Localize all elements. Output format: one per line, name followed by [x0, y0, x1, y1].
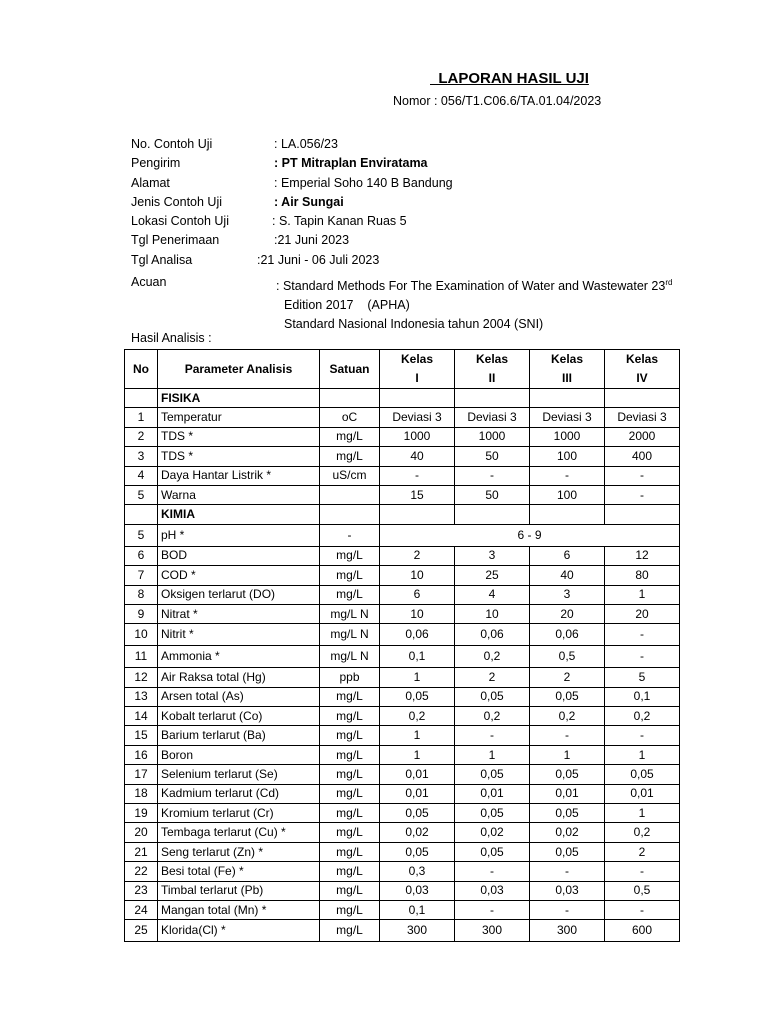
table-cell: 5 — [605, 668, 680, 687]
cell-empty — [125, 389, 158, 408]
table-cell: Nitrit * — [158, 624, 320, 646]
table-cell: 1 — [455, 745, 530, 764]
info-label: Tgl Analisa — [131, 252, 193, 267]
reference-line-1 — [276, 273, 672, 296]
table-cell: Deviasi 3 — [380, 408, 455, 427]
table-cell: Ammonia * — [158, 646, 320, 668]
table-cell: 2 — [380, 546, 455, 565]
table-cell: 1 — [380, 668, 455, 687]
table-cell: 1 — [380, 745, 455, 764]
table-row — [125, 765, 680, 784]
table-cell: 0,2 — [455, 707, 530, 726]
table-cell: 0,05 — [605, 765, 680, 784]
table-cell: 1 — [380, 726, 455, 745]
table-cell: 0,5 — [605, 881, 680, 900]
table-row — [125, 726, 680, 745]
table-cell: 12 — [125, 668, 158, 687]
table-cell: 24 — [125, 900, 158, 919]
table-cell: 4 — [125, 466, 158, 485]
table-row — [125, 784, 680, 803]
table-cell: - — [380, 466, 455, 485]
table-cell: - — [605, 862, 680, 881]
table-cell: 0,05 — [530, 804, 605, 823]
table-cell: 0,02 — [380, 823, 455, 842]
table-cell: 0,2 — [455, 646, 530, 668]
table-body — [125, 389, 680, 942]
header-kelas-2 — [455, 350, 530, 389]
table-row — [125, 804, 680, 823]
table-cell: 3 — [530, 585, 605, 604]
table-cell: - — [455, 726, 530, 745]
header-kelas-number: III — [561, 371, 572, 385]
table-cell: KIMIA — [158, 505, 320, 524]
table-cell: 1000 — [455, 427, 530, 446]
table-cell: 0,05 — [380, 842, 455, 861]
table-cell: 600 — [605, 920, 680, 942]
section-row-kimia — [125, 505, 680, 524]
table-cell: mg/L N — [320, 624, 380, 646]
table-cell: 5 — [125, 524, 158, 546]
table-row — [125, 687, 680, 706]
table-cell: 0,06 — [530, 624, 605, 646]
table-cell: 1000 — [380, 427, 455, 446]
reference-lines — [276, 273, 672, 334]
table-cell: TDS * — [158, 427, 320, 446]
table-row — [125, 900, 680, 919]
table-cell: 0,1 — [380, 646, 455, 668]
table-cell: 3 — [455, 546, 530, 565]
table-cell: mg/L — [320, 447, 380, 466]
header-kelas-number: IV — [636, 371, 648, 385]
table-cell: - — [605, 485, 680, 504]
table-cell — [455, 505, 530, 524]
info-value: : PT Mitraplan Enviratama — [274, 156, 428, 171]
info-label: Alamat — [131, 175, 170, 190]
table-cell: 0,05 — [380, 687, 455, 706]
table-row — [125, 604, 680, 623]
table-row — [125, 485, 680, 504]
header-kelas-4 — [605, 350, 680, 389]
info-value: : Emperial Soho 140 B Bandung — [274, 175, 453, 190]
reference-line-2: Edition 2017 (APHA) — [284, 298, 410, 313]
table-cell: 25 — [455, 566, 530, 585]
table-cell: 0,05 — [455, 804, 530, 823]
table-cell: 2 — [125, 427, 158, 446]
table-header-row — [125, 350, 680, 389]
table-row — [125, 546, 680, 565]
table-cell: 100 — [530, 485, 605, 504]
table-cell: BOD — [158, 546, 320, 565]
table-cell: Kadmium terlarut (Cd) — [158, 784, 320, 803]
table-cell: 0,05 — [455, 842, 530, 861]
table-cell: Selenium terlarut (Se) — [158, 765, 320, 784]
table-cell: - — [605, 624, 680, 646]
table-cell: mg/L — [320, 765, 380, 784]
table-row — [125, 823, 680, 842]
table-cell: 6 — [125, 546, 158, 565]
table-cell: 0,02 — [455, 823, 530, 842]
table-cell: uS/cm — [320, 466, 380, 485]
table-row — [125, 646, 680, 668]
header-no: No — [125, 350, 158, 389]
table-cell: 10 — [125, 624, 158, 646]
table-row — [125, 668, 680, 687]
table-row — [125, 624, 680, 646]
table-cell: 0,2 — [380, 707, 455, 726]
info-value: :21 Juni - 06 Juli 2023 — [257, 252, 380, 267]
info-label: Pengirim — [131, 156, 181, 171]
table-cell: - — [455, 900, 530, 919]
table-cell: mg/L — [320, 920, 380, 942]
info-value: :21 Juni 2023 — [274, 233, 350, 248]
table-cell: mg/L — [320, 823, 380, 842]
table-cell: Boron — [158, 745, 320, 764]
reference-label: Acuan — [131, 275, 167, 289]
table-cell: 2 — [605, 842, 680, 861]
cell-empty — [530, 389, 605, 408]
table-cell: 13 — [125, 687, 158, 706]
table-cell: TDS * — [158, 447, 320, 466]
table-cell — [530, 505, 605, 524]
table-cell: 20 — [605, 604, 680, 623]
table-cell: 20 — [530, 604, 605, 623]
reference-text: : Standard Methods For The Examination of Water and Wastewater 23 — [276, 279, 666, 294]
table-cell: 15 — [125, 726, 158, 745]
table-cell: mg/L — [320, 862, 380, 881]
table-cell: 1 — [605, 585, 680, 604]
cell-empty — [320, 389, 380, 408]
table-cell: 2 — [530, 668, 605, 687]
table-cell: pH * — [158, 524, 320, 546]
table-cell: Seng terlarut (Zn) * — [158, 842, 320, 861]
table-row — [125, 707, 680, 726]
table-cell: 0,05 — [455, 687, 530, 706]
table-cell: 19 — [125, 804, 158, 823]
table-cell: 0,05 — [455, 765, 530, 784]
table-cell: Barium terlarut (Ba) — [158, 726, 320, 745]
reference-line-3: Standard Nasional Indonesia tahun 2004 (SNI) — [284, 317, 544, 332]
info-label: Lokasi Contoh Uji — [131, 214, 229, 229]
table-cell: 300 — [455, 920, 530, 942]
table-cell: 0,01 — [380, 784, 455, 803]
table-cell: 0,2 — [605, 707, 680, 726]
report-number: Nomor : 056/T1.C06.6/TA.01.04/2023 — [393, 94, 602, 108]
header-kelas-label: Kelas — [400, 352, 434, 366]
table-cell: 0,06 — [380, 624, 455, 646]
table-cell: 15 — [380, 485, 455, 504]
table-cell: 2 — [455, 668, 530, 687]
table-cell: mg/L — [320, 881, 380, 900]
table-cell: - — [605, 466, 680, 485]
table-cell: Kobalt terlarut (Co) — [158, 707, 320, 726]
table-cell — [605, 505, 680, 524]
table-cell: 1 — [125, 408, 158, 427]
table-cell: 6 — [380, 585, 455, 604]
table-cell: oC — [320, 408, 380, 427]
table-cell: mg/L — [320, 566, 380, 585]
table-cell: mg/L — [320, 745, 380, 764]
table-cell: - — [320, 524, 380, 546]
table-cell: ppb — [320, 668, 380, 687]
table-cell: 2000 — [605, 427, 680, 446]
table-cell: - — [455, 862, 530, 881]
table-cell: 0,03 — [380, 881, 455, 900]
table-cell: 6 — [530, 546, 605, 565]
table-cell — [320, 505, 380, 524]
table-cell: Deviasi 3 — [455, 408, 530, 427]
analysis-label: Hasil Analisis : — [131, 331, 212, 345]
table-cell: 50 — [455, 485, 530, 504]
info-value: : S. Tapin Kanan Ruas 5 — [272, 214, 407, 229]
table-cell: Nitrat * — [158, 604, 320, 623]
table-cell: 50 — [455, 447, 530, 466]
table-cell: mg/L N — [320, 604, 380, 623]
table-cell: Deviasi 3 — [530, 408, 605, 427]
table-row — [125, 881, 680, 900]
table-cell: 14 — [125, 707, 158, 726]
header-parameter: Parameter Analisis — [158, 350, 320, 389]
table-cell: 22 — [125, 862, 158, 881]
table-cell: Daya Hantar Listrik * — [158, 466, 320, 485]
table-row — [125, 408, 680, 427]
table-cell: 21 — [125, 842, 158, 861]
cell-empty — [380, 389, 455, 408]
table-cell: 0,06 — [455, 624, 530, 646]
header-kelas-number: I — [415, 371, 419, 385]
table-cell: 17 — [125, 765, 158, 784]
table-cell: - — [605, 646, 680, 668]
table-cell: 6 - 9 — [380, 524, 680, 546]
table-cell: Oksigen terlarut (DO) — [158, 585, 320, 604]
table-row — [125, 466, 680, 485]
header-kelas-3 — [530, 350, 605, 389]
table-cell: 7 — [125, 566, 158, 585]
table-cell: 0,2 — [605, 823, 680, 842]
table-cell: 0,03 — [455, 881, 530, 900]
table-cell: mg/L — [320, 687, 380, 706]
reference-sup: rd — [665, 278, 673, 287]
table-cell: mg/L — [320, 784, 380, 803]
table-cell: 10 — [455, 604, 530, 623]
info-label: Tgl Penerimaan — [131, 233, 220, 248]
table-cell: Besi total (Fe) * — [158, 862, 320, 881]
table-cell: 10 — [380, 604, 455, 623]
cell-empty — [605, 389, 680, 408]
table-cell: Kromium terlarut (Cr) — [158, 804, 320, 823]
table-cell: 18 — [125, 784, 158, 803]
table-cell: Temperatur — [158, 408, 320, 427]
table-cell: 5 — [125, 485, 158, 504]
info-value: : LA.056/23 — [274, 137, 338, 151]
table-cell: 1000 — [530, 427, 605, 446]
table-cell: Mangan total (Mn) * — [158, 900, 320, 919]
table-cell: mg/L — [320, 546, 380, 565]
table-cell: COD * — [158, 566, 320, 585]
table-row — [125, 745, 680, 764]
table-cell: Tembaga terlarut (Cu) * — [158, 823, 320, 842]
table-cell: 0,05 — [380, 804, 455, 823]
table-row — [125, 585, 680, 604]
table-cell: Timbal terlarut (Pb) — [158, 881, 320, 900]
table-cell: - — [605, 900, 680, 919]
table-cell: 1 — [605, 745, 680, 764]
header-kelas-label: Kelas — [625, 352, 659, 366]
table-row — [125, 862, 680, 881]
table-cell: - — [530, 466, 605, 485]
table-cell: mg/L N — [320, 646, 380, 668]
table-row — [125, 920, 680, 942]
info-label: No. Contoh Uji — [131, 137, 213, 151]
table-cell: - — [605, 726, 680, 745]
table-cell: 0,01 — [380, 765, 455, 784]
info-value: : Air Sungai — [274, 194, 344, 209]
section-label: FISIKA — [158, 389, 320, 408]
header-kelas-1 — [380, 350, 455, 389]
header-kelas-label: Kelas — [550, 352, 584, 366]
table-cell: - — [530, 900, 605, 919]
table-cell: 11 — [125, 646, 158, 668]
table-cell: 0,05 — [530, 842, 605, 861]
table-cell: 0,1 — [380, 900, 455, 919]
table-cell: Arsen total (As) — [158, 687, 320, 706]
table-cell: 0,05 — [530, 687, 605, 706]
table-cell: 3 — [125, 447, 158, 466]
table-cell: 0,01 — [530, 784, 605, 803]
table-cell: Deviasi 3 — [605, 408, 680, 427]
header-satuan: Satuan — [320, 350, 380, 389]
table-cell: 300 — [530, 920, 605, 942]
table-cell: 0,2 — [530, 707, 605, 726]
results-table — [124, 349, 680, 942]
table-cell — [125, 505, 158, 524]
table-cell: Warna — [158, 485, 320, 504]
table-cell: 0,3 — [380, 862, 455, 881]
table-cell: 20 — [125, 823, 158, 842]
table-cell: 10 — [380, 566, 455, 585]
header-kelas-number: II — [488, 371, 496, 385]
table-cell: 0,01 — [605, 784, 680, 803]
table-cell: 80 — [605, 566, 680, 585]
table-row-ph — [125, 524, 680, 546]
table-cell: mg/L — [320, 726, 380, 745]
header-kelas-label: Kelas — [475, 352, 509, 366]
table-cell: 12 — [605, 546, 680, 565]
table-cell: 25 — [125, 920, 158, 942]
table-cell: 400 — [605, 447, 680, 466]
table-cell: 0,1 — [605, 687, 680, 706]
table-cell: 0,01 — [455, 784, 530, 803]
table-cell: 8 — [125, 585, 158, 604]
table-cell: 1 — [530, 745, 605, 764]
table-cell: mg/L — [320, 427, 380, 446]
table-cell: - — [530, 726, 605, 745]
table-cell: Klorida(Cl) * — [158, 920, 320, 942]
table-cell: 0,02 — [530, 823, 605, 842]
table-cell: 40 — [530, 566, 605, 585]
table-cell: 23 — [125, 881, 158, 900]
table-cell: mg/L — [320, 842, 380, 861]
table-cell: 4 — [455, 585, 530, 604]
table-cell: 0,05 — [530, 765, 605, 784]
table-row — [125, 447, 680, 466]
section-row-fisika — [125, 389, 680, 408]
table-cell: 0,5 — [530, 646, 605, 668]
table-row — [125, 427, 680, 446]
table-cell: - — [455, 466, 530, 485]
table-cell: mg/L — [320, 585, 380, 604]
table-cell: 0,03 — [530, 881, 605, 900]
table-cell: mg/L — [320, 804, 380, 823]
info-label: Jenis Contoh Uji — [131, 194, 223, 209]
table-cell: 40 — [380, 447, 455, 466]
cell-empty — [455, 389, 530, 408]
table-cell: - — [530, 862, 605, 881]
table-cell: 1 — [605, 804, 680, 823]
report-title: LAPORAN HASIL UJI — [430, 70, 589, 87]
table-cell — [380, 505, 455, 524]
table-cell: mg/L — [320, 707, 380, 726]
table-cell: 9 — [125, 604, 158, 623]
table-cell: 300 — [380, 920, 455, 942]
table-cell: 16 — [125, 745, 158, 764]
table-row — [125, 842, 680, 861]
table-cell — [320, 485, 380, 504]
table-cell: Air Raksa total (Hg) — [158, 668, 320, 687]
table-cell: 100 — [530, 447, 605, 466]
table-row — [125, 566, 680, 585]
table-cell: mg/L — [320, 900, 380, 919]
